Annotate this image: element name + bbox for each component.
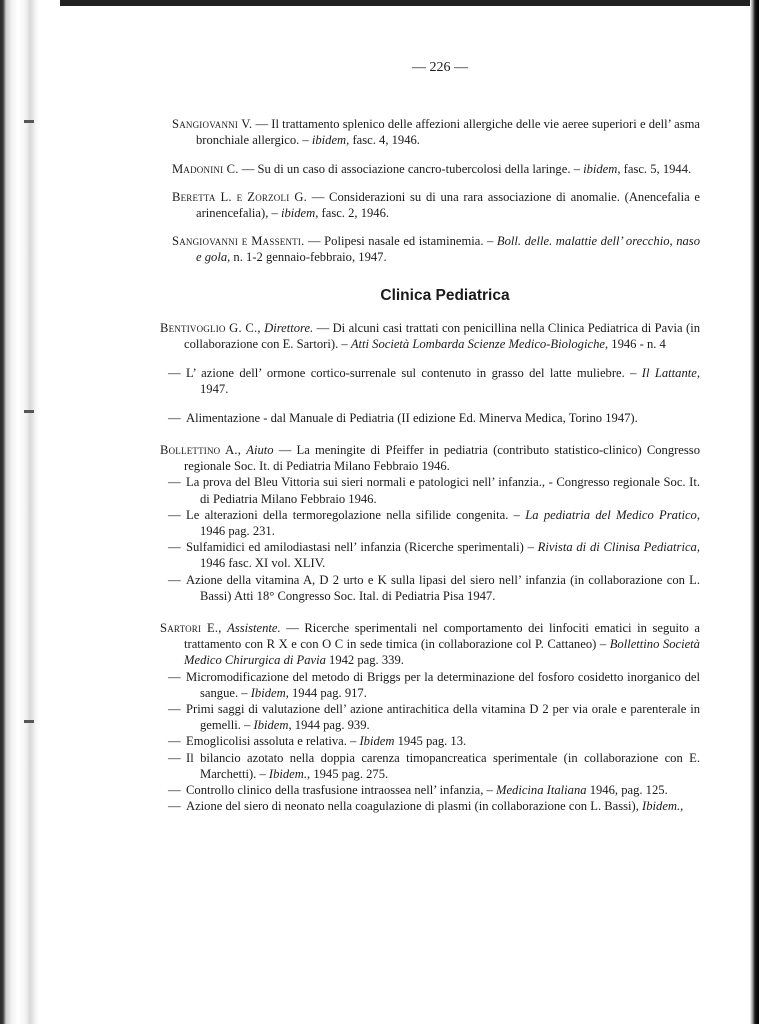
entry-source: La pediatria del Medico Pratico (525, 507, 697, 522)
entry-author: Madonini C. (172, 161, 239, 176)
entry-text: Micromodificazione del metodo di Briggs per la determinazione del fosforo cosidetto inorganico del sangue. – (186, 669, 700, 700)
document-page (160, 60, 700, 827)
entry-text: — Ricerche sperimentali nel comportamento dei linfociti ematici in seguito a trattamento con R X e con O C in sede timica (in collaborazione col P. Cattaneo) – (184, 621, 701, 652)
entry-source: Ibidem. (268, 766, 308, 781)
author-group-bollettino (160, 442, 700, 604)
top-entries (160, 116, 700, 265)
entry-text: — Polipesi nasale ed istaminemia. – (304, 234, 497, 249)
entry-author: Sangiovanni V. (172, 117, 253, 132)
entry-text: Azione del siero di neonato nella coagulazione di plasmi (in collaborazione con L. Bassi), (186, 799, 643, 814)
scan-right-border (750, 0, 759, 1024)
bibliography-subentry: — Le alterazioni della termoregolazione nella sifilide congenita. – La pediatria del Medico Pratico, 1946 pag. 231. (168, 507, 700, 539)
entry-source: Rivista di di Clinisa Pediatrica, (537, 540, 700, 555)
entry-role: Direttore. (264, 320, 314, 335)
entry-tail: , fasc. 4, 1946. (346, 133, 420, 148)
author-group-sartori (160, 620, 700, 814)
entry-tail: , 1945 pag. 275. (307, 766, 389, 781)
bibliography-subentry: — Primi saggi di valutazione dell’ azione antirachitica della vitamina D 2 per via orale e parenterale in gemelli. – Ibidem, 1944 pag. 939. (168, 702, 700, 733)
entry-tail: 1945 pag. 13. (394, 734, 467, 749)
entry-source: ibidem (311, 133, 347, 148)
page-number: — 226 — (412, 60, 468, 75)
bibliography-entry (160, 620, 700, 669)
entry-tail: , fasc. 2, 1946. (315, 206, 390, 221)
author-group-bentivoglio (160, 320, 700, 426)
entry-author: Sangiovanni e Massenti. (172, 234, 305, 249)
entry-text: L’ azione dell’ ormone cortico-surrenale sul contenuto in grasso del latte muliebre. – (186, 365, 642, 380)
entry-source: Ibidem. (642, 799, 681, 814)
bibliography-subentry: — Azione del siero di neonato nella coagulazione di plasmi (in collaborazione con L. Bassi), Ibidem., (168, 799, 684, 814)
entry-source: Medicina Italiana (495, 783, 587, 798)
bibliography-subentry: — Controllo clinico della trasfusione intraossea nell’ infanzia, – Medicina Italiana 1946, pag. 125. (168, 783, 668, 798)
entry-text: Emoglicolisi assoluta e relativa. – (186, 734, 360, 749)
entry-author: Bentivoglio G. C., (160, 320, 261, 335)
entry-tail: 1946, pag. 125. (586, 783, 668, 798)
scan-top-border (60, 0, 750, 6)
bibliography-entry (160, 233, 700, 265)
entry-text: Azione della vitamina A, D 2 urto e K sulla lipasi del siero nell’ infanzia (in collaborazione con L. Bassi) Atti 18° Congresso Soc. Ital. di Pediatria Pisa 1947. (186, 572, 700, 603)
entry-text: Controllo clinico della trasfusione intraossea nell’ infanzia, – (186, 783, 496, 798)
entry-author: Bollettino A., (160, 443, 242, 458)
entry-text: — La meningite di Pfeiffer in pediatria (contributo statistico-clinico) Congresso regionale Soc. It. di Pediatria Milano Febbraio 1946. (184, 443, 700, 474)
entry-source: Bollettino Società Medico Chirurgica di Pavia (184, 637, 700, 668)
entry-source: Ibidem (250, 685, 286, 700)
entry-tail: , 1944 pag. 939. (288, 718, 370, 733)
entry-author: Sartori E., (160, 621, 222, 636)
entry-tail: n. 1-2 gennaio-febbraio, 1947. (230, 250, 387, 265)
binding-mark (24, 410, 34, 413)
entry-text: Le alterazioni della termoregolazione nella sifilide congenita. – (186, 507, 526, 522)
entry-text: Il bilancio azotato nella doppia carenza timopancreatica sperimentale (in collaborazione con E. Marchetti). – (186, 750, 700, 781)
entry-text: Sulfamidici ed amilodiastasi nell’ infanzia (Ricerche sperimentali) – (186, 540, 538, 555)
bibliography-entry (160, 442, 700, 474)
entry-role: Assistente. (227, 621, 281, 636)
bibliography-subentry: — La prova del Bleu Vittoria sui sieri normali e patologici nell’ infanzia., - Congresso regionale Soc. It. di Pediatria Milano Febbraio 1946. (168, 475, 700, 506)
entry-text: — Considerazioni su di una rara associazione di anomalie. (Anencefalia e arinencefalia), – (196, 189, 700, 221)
bibliography-subentry: — Azione della vitamina A, D 2 urto e K sulla lipasi del siero nell’ infanzia (in collaborazione con L. Bassi) Atti 18° Congresso Soc. Ital. di Pediatria Pisa 1947. (168, 572, 700, 603)
bibliography-subentry: — Sulfamidici ed amilodiastasi nell’ infanzia (Ricerche sperimentali) – Rivista di di Clinisa Pediatrica, 1946 fasc. XI vol. XLIV. (168, 540, 700, 571)
entry-tail: , (680, 799, 684, 814)
entry-text: Primi saggi di valutazione dell’ azione antirachitica della vitamina D 2 per via orale e parenterale in gemelli. – (186, 702, 700, 733)
bibliography-entry (160, 161, 700, 177)
entry-text: La prova del Bleu Vittoria sui sieri normali e patologici nell’ infanzia., - Congresso regionale Soc. It. di Pediatria Milano Febbraio 1946. (186, 475, 700, 506)
bibliography-entry (160, 116, 700, 148)
bibliography-subentry: — Il bilancio azotato nella doppia carenza timopancreatica sperimentale (in collaborazione con E. Marchetti). – Ibidem., 1945 pag. 275. (168, 750, 700, 781)
bibliography-subentry: — Micromodificazione del metodo di Briggs per la determinazione del fosforo cosidetto inorganico del sangue. – Ibidem, 1944 pag. 917. (168, 669, 700, 700)
entry-source: ibidem (583, 161, 618, 176)
entry-source: Ibidem (253, 718, 289, 733)
entry-source: ibidem (280, 206, 316, 221)
entry-author: Beretta L. e Zorzoli G. (172, 189, 307, 204)
entry-source: Il Lattante (641, 365, 697, 380)
entry-text: — Su di un caso di associazione cancro-tubercolosi della laringe. – (238, 161, 584, 176)
entry-tail: , 1944 pag. 917. (285, 685, 367, 700)
binding-mark (24, 720, 34, 723)
section-title: Clinica Pediatrica (380, 286, 510, 304)
entry-source: Boll. delle. malattie dell’ orecchio, naso e gola, (196, 234, 700, 265)
entry-tail: 1946 fasc. XI vol. XLIV. (200, 556, 326, 571)
entry-tail: , fasc. 5, 1944. (617, 161, 692, 176)
entry-role: Aiuto (246, 443, 274, 458)
entry-source: Atti Società Lombarda Scienze Medico-Biologiche (350, 337, 605, 352)
bibliography-subentry: — Alimentazione - dal Manuale di Pediatria (II edizione Ed. Minerva Medica, Torino 1947). (168, 410, 638, 425)
entry-tail: , 1946 pag. 231. (200, 507, 700, 539)
entry-tail: , 1947. (200, 365, 700, 397)
binding-mark (24, 120, 34, 123)
bibliography-subentry: — L’ azione dell’ ormone cortico-surrenale sul contenuto in grasso del latte muliebre. – Il Lattante, 1947. (168, 365, 700, 397)
entry-source: Ibidem (359, 734, 395, 749)
bibliography-entry (160, 189, 700, 221)
entry-text: — Di alcuni casi trattati con penicillina nella Clinica Pediatrica di Pavia (in collaborazione con E. Sartori). – (184, 320, 700, 352)
entry-tail: 1942 pag. 339. (325, 653, 404, 668)
entry-text: — Il trattamento splenico delle affezioni allergiche delle vie aeree superiori e dell’ asma bronchiale allergico. – (196, 117, 700, 148)
book-binding-edge (0, 0, 40, 1024)
entry-text: Alimentazione - dal Manuale di Pediatria (II edizione Ed. Minerva Medica, Torino 1947). (186, 410, 638, 425)
bibliography-subentry: — Emoglicolisi assoluta e relativa. – Ibidem 1945 pag. 13. (168, 734, 467, 749)
entry-tail: , 1946 - n. 4 (604, 337, 666, 352)
bibliography-entry (160, 320, 700, 352)
